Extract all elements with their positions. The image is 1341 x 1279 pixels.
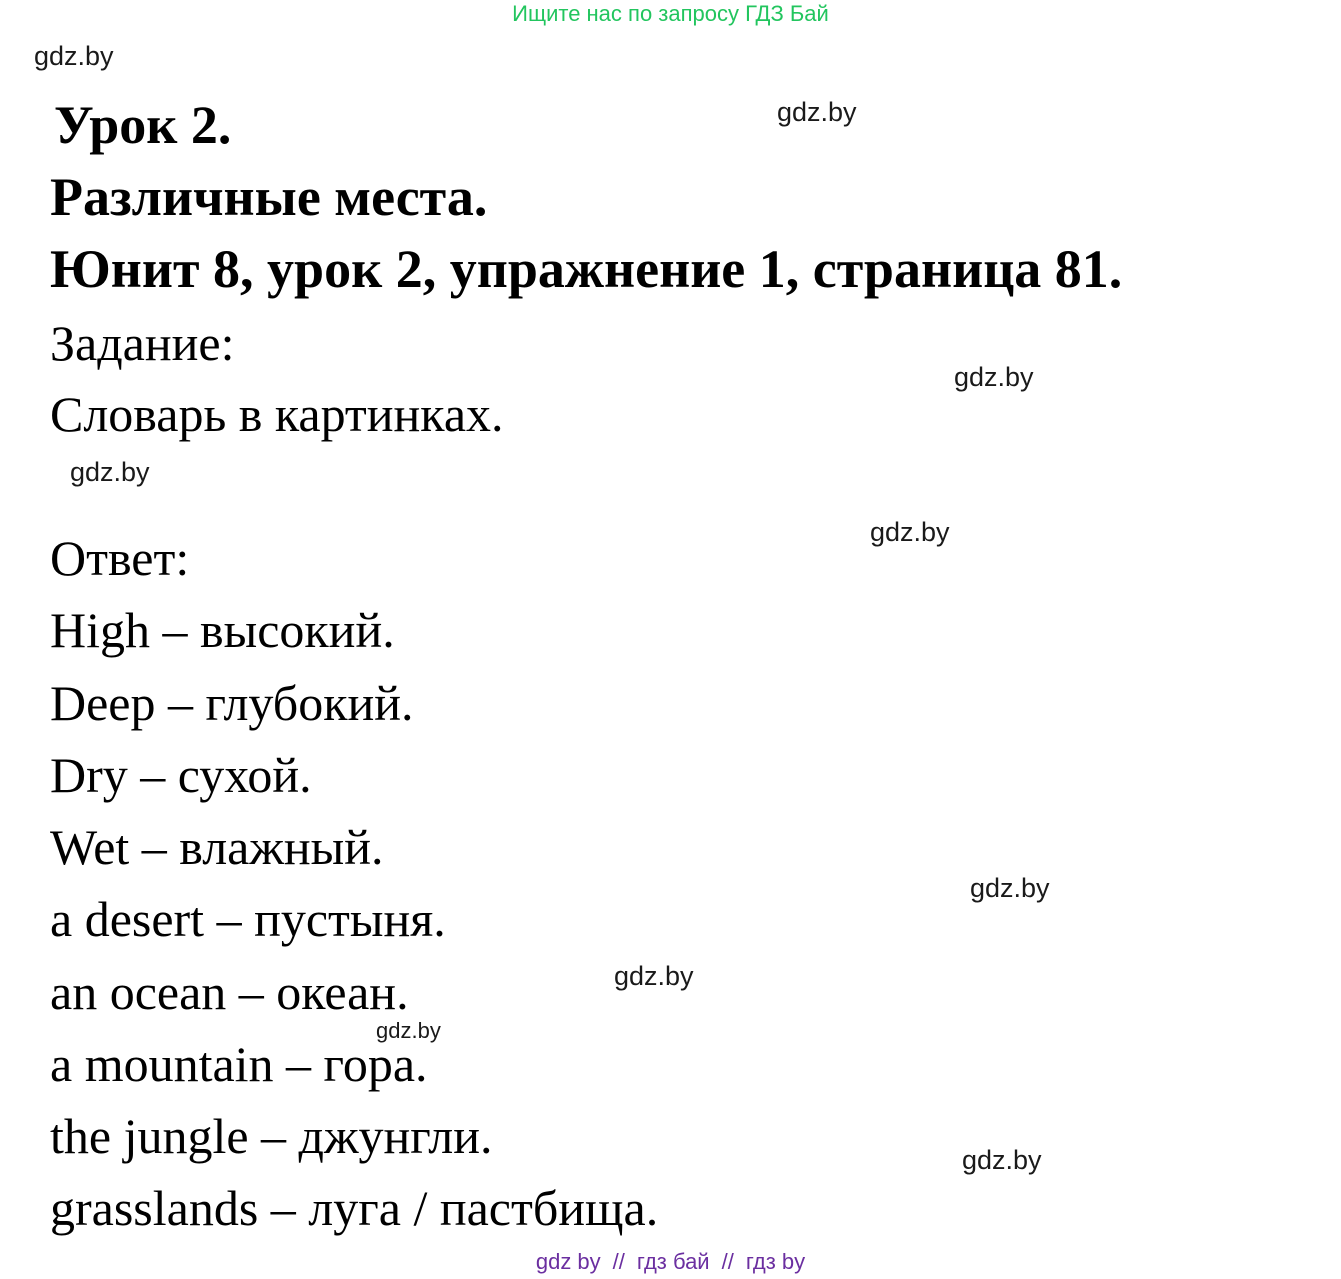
lesson-subtitle: Различные места.	[50, 167, 488, 227]
watermark: gdz.by	[34, 41, 114, 71]
watermark: gdz.by	[777, 97, 857, 127]
footer-link-gdz-bai[interactable]: гдз бай	[636, 1249, 710, 1274]
lesson-title: Урок 2.	[54, 95, 232, 155]
answer-item: a mountain – гора.	[50, 1036, 428, 1092]
answer-item: the jungle – джунгли.	[50, 1108, 493, 1164]
footer-link-gdz-by[interactable]: gdz by	[535, 1249, 601, 1274]
answer-item: grasslands – луга / пастбища.	[50, 1180, 659, 1236]
top-banner: Ищите нас по запросу ГДЗ Бай	[512, 1, 829, 26]
footer	[0, 1248, 1341, 1276]
watermark: gdz.by	[376, 1018, 441, 1043]
answer-item: an ocean – океан.	[50, 964, 409, 1020]
task-label: Задание:	[50, 315, 235, 371]
answer-item: a desert – пустыня.	[50, 891, 446, 947]
exercise-heading: Юнит 8, урок 2, упражнение 1, страница 81.	[50, 239, 1123, 299]
footer-link-gdz-by-alt[interactable]: гдз by	[745, 1249, 806, 1274]
answer-item: Dry – сухой.	[50, 747, 312, 803]
answer-item: High – высокий.	[50, 602, 395, 658]
watermark: gdz.by	[70, 457, 150, 487]
watermark: gdz.by	[614, 961, 694, 991]
task-text: Словарь в картинках.	[50, 386, 504, 442]
watermark: gdz.by	[962, 1145, 1042, 1175]
answer-item: Deep – глубокий.	[50, 675, 414, 731]
answer-item: Wet – влажный.	[50, 819, 384, 875]
watermark: gdz.by	[970, 873, 1050, 903]
watermark: gdz.by	[954, 362, 1034, 392]
footer-separator: //	[612, 1249, 625, 1274]
footer-separator: //	[721, 1249, 734, 1274]
watermark: gdz.by	[870, 517, 950, 547]
answer-label: Ответ:	[50, 530, 190, 586]
